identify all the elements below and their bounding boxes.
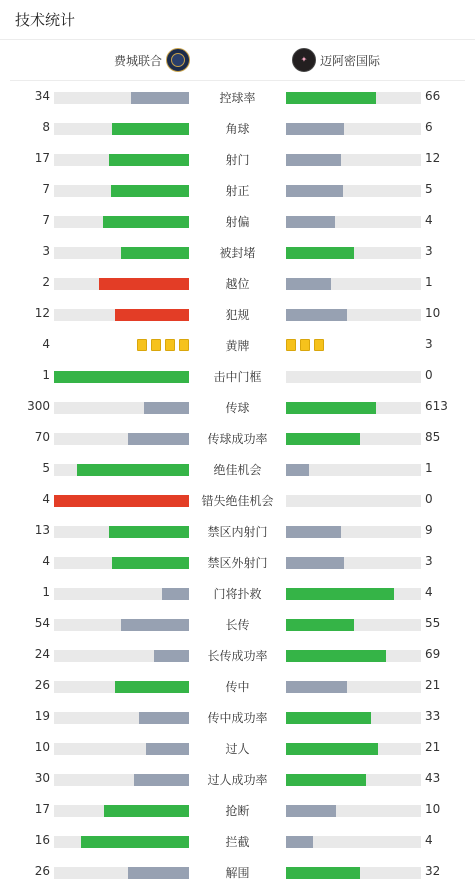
away-value: 4: [425, 833, 433, 847]
stat-label: 传中成功率: [207, 711, 268, 725]
home-yellow-cards: [137, 339, 189, 353]
away-bar-fill: [286, 526, 341, 538]
stat-label: 击中门框: [213, 370, 262, 384]
away-bar-fill: [286, 216, 335, 228]
away-value: 1: [425, 275, 433, 289]
home-bar-fill: [111, 185, 189, 197]
home-value: 8: [42, 120, 50, 134]
home-bar-track: [54, 588, 189, 600]
away-value: 55: [425, 616, 441, 630]
stat-label: 传球成功率: [207, 432, 268, 446]
away-value: 0: [425, 492, 433, 506]
away-value: 10: [425, 802, 441, 816]
away-bar-track: [286, 123, 421, 135]
stat-row: [0, 701, 475, 732]
home-bar-track: [54, 92, 189, 104]
away-value: 3: [425, 554, 433, 568]
home-bar-fill: [99, 278, 189, 290]
away-bar-fill: [286, 805, 336, 817]
stat-label: 射偏: [225, 215, 250, 229]
teams-row: [10, 40, 465, 81]
home-bar-fill: [139, 712, 189, 724]
home-value: 34: [34, 89, 50, 103]
stat-row: [0, 608, 475, 639]
home-value: 17: [34, 802, 50, 816]
away-value: 1: [425, 461, 433, 475]
stat-label: 抢断: [225, 804, 250, 818]
home-bar-track: [54, 433, 189, 445]
home-bar-fill: [134, 774, 189, 786]
away-team[interactable]: [292, 48, 380, 72]
away-value: 43: [425, 771, 441, 785]
home-bar-fill: [128, 433, 189, 445]
away-value: 33: [425, 709, 441, 723]
stat-row: [0, 825, 475, 856]
stat-row: [0, 670, 475, 701]
home-value: 17: [34, 151, 50, 165]
away-value: 4: [425, 213, 433, 227]
home-team-name: 费城联合: [113, 53, 162, 68]
stat-label: 黄牌: [225, 339, 250, 353]
home-value: 10: [34, 740, 50, 754]
home-bar-track: [54, 619, 189, 631]
stat-row: [0, 174, 475, 205]
stat-label: 禁区内射门: [207, 525, 268, 539]
stat-row: [0, 484, 475, 515]
home-bar-fill: [54, 495, 189, 507]
stat-label: 被封堵: [219, 246, 256, 260]
home-value: 7: [42, 213, 50, 227]
away-value: 9: [425, 523, 433, 537]
yellow-card-icon: [137, 339, 147, 351]
away-bar-fill: [286, 774, 366, 786]
home-bar-track: [54, 526, 189, 538]
home-bar-fill: [162, 588, 189, 600]
stat-row: [0, 205, 475, 236]
away-bar-track: [286, 712, 421, 724]
home-bar-track: [54, 371, 189, 383]
home-value: 24: [34, 647, 50, 661]
home-bar-track: [54, 464, 189, 476]
stat-row: [0, 732, 475, 763]
away-value: 66: [425, 89, 441, 103]
stat-row: [0, 515, 475, 546]
away-bar-fill: [286, 743, 378, 755]
home-bar-track: [54, 185, 189, 197]
away-bar-track: [286, 526, 421, 538]
home-value: 26: [34, 864, 50, 878]
stat-label: 射正: [225, 184, 250, 198]
away-bar-fill: [286, 681, 347, 693]
stat-row: [0, 267, 475, 298]
away-value: 32: [425, 864, 441, 878]
stat-label: 控球率: [219, 91, 256, 105]
away-value: 85: [425, 430, 441, 444]
home-bar-fill: [81, 836, 189, 848]
away-bar-fill: [286, 402, 376, 414]
away-bar-track: [286, 278, 421, 290]
away-value: 3: [425, 337, 433, 351]
home-value: 26: [34, 678, 50, 692]
stat-label: 角球: [225, 122, 250, 136]
away-bar-track: [286, 867, 421, 879]
home-value: 300: [27, 399, 50, 413]
home-bar-track: [54, 712, 189, 724]
home-value: 70: [34, 430, 50, 444]
away-bar-fill: [286, 867, 360, 879]
away-bar-fill: [286, 123, 344, 135]
away-bar-track: [286, 650, 421, 662]
away-bar-fill: [286, 464, 309, 476]
home-bar-fill: [131, 92, 189, 104]
home-value: 30: [34, 771, 50, 785]
yellow-card-icon: [151, 339, 161, 351]
home-value: 4: [42, 492, 50, 506]
home-value: 16: [34, 833, 50, 847]
home-bar-track: [54, 154, 189, 166]
away-bar-fill: [286, 619, 354, 631]
away-bar-fill: [286, 650, 386, 662]
away-bar-fill: [286, 278, 331, 290]
stat-label: 绝佳机会: [213, 463, 262, 477]
away-bar-fill: [286, 309, 347, 321]
home-bar-track: [54, 495, 189, 507]
home-value: 4: [42, 337, 50, 351]
home-bar-fill: [77, 464, 189, 476]
stat-row: [0, 143, 475, 174]
home-bar-track: [54, 402, 189, 414]
yellow-card-icon: [314, 339, 324, 351]
away-bar-track: [286, 495, 421, 507]
away-bar-track: [286, 681, 421, 693]
yellow-card-icon: [165, 339, 175, 351]
away-bar-track: [286, 247, 421, 259]
away-team-crest-icon: ✦: [292, 48, 316, 72]
stat-row: [0, 422, 475, 453]
stat-label: 门将扑救: [213, 587, 262, 601]
away-bar-fill: [286, 154, 341, 166]
away-bar-track: [286, 588, 421, 600]
away-value: 21: [425, 740, 441, 754]
stat-label: 长传: [225, 618, 250, 632]
home-team[interactable]: [114, 48, 190, 72]
away-value: 21: [425, 678, 441, 692]
home-value: 7: [42, 182, 50, 196]
stat-row: [0, 453, 475, 484]
away-yellow-cards: [286, 339, 324, 353]
stat-label: 过人: [225, 742, 250, 756]
page-title: 技术统计: [15, 11, 76, 29]
stat-label: 拦截: [225, 835, 250, 849]
yellow-card-icon: [286, 339, 296, 351]
away-team-name: 迈阿密国际: [320, 53, 381, 68]
home-bar-fill: [121, 247, 189, 259]
home-value: 1: [42, 585, 50, 599]
home-bar-fill: [115, 309, 189, 321]
stat-row: [0, 794, 475, 825]
home-bar-fill: [128, 867, 189, 879]
home-bar-fill: [54, 371, 189, 383]
home-value: 2: [42, 275, 50, 289]
away-bar-fill: [286, 92, 376, 104]
away-bar-track: [286, 309, 421, 321]
stat-label: 传中: [225, 680, 250, 694]
stats-list: [0, 81, 475, 887]
stat-label: 越位: [225, 277, 250, 291]
away-bar-track: [286, 371, 421, 383]
stat-row: [0, 391, 475, 422]
home-bar-track: [54, 309, 189, 321]
home-value: 3: [42, 244, 50, 258]
away-bar-track: [286, 805, 421, 817]
home-bar-fill: [103, 216, 189, 228]
stat-row: [0, 546, 475, 577]
page-header: [0, 0, 475, 40]
home-bar-track: [54, 123, 189, 135]
yellow-card-icon: [300, 339, 310, 351]
away-bar-fill: [286, 588, 394, 600]
stat-label: 犯规: [225, 308, 250, 322]
away-bar-track: [286, 154, 421, 166]
home-bar-track: [54, 247, 189, 259]
away-bar-track: [286, 185, 421, 197]
home-value: 1: [42, 368, 50, 382]
away-value: 10: [425, 306, 441, 320]
home-bar-fill: [115, 681, 189, 693]
stat-label: 解围: [225, 866, 250, 880]
away-value: 12: [425, 151, 441, 165]
home-value: 5: [42, 461, 50, 475]
away-bar-track: [286, 619, 421, 631]
home-bar-fill: [104, 805, 189, 817]
yellow-card-icon: [179, 339, 189, 351]
away-value: 4: [425, 585, 433, 599]
home-bar-track: [54, 557, 189, 569]
stat-row: [0, 298, 475, 329]
home-value: 19: [34, 709, 50, 723]
away-bar-track: [286, 836, 421, 848]
home-bar-fill: [121, 619, 189, 631]
stat-label: 错失绝佳机会: [201, 494, 274, 508]
away-bar-fill: [286, 712, 371, 724]
home-bar-track: [54, 774, 189, 786]
away-bar-track: [286, 743, 421, 755]
home-bar-fill: [109, 526, 189, 538]
away-value: 613: [425, 399, 448, 413]
away-value: 0: [425, 368, 433, 382]
stat-row: [0, 329, 475, 360]
home-value: 13: [34, 523, 50, 537]
home-bar-track: [54, 278, 189, 290]
stat-label: 禁区外射门: [207, 556, 268, 570]
away-bar-track: [286, 464, 421, 476]
home-bar-track: [54, 805, 189, 817]
stat-row: [0, 639, 475, 670]
stat-label: 长传成功率: [207, 649, 268, 663]
stat-row: [0, 81, 475, 112]
away-value: 69: [425, 647, 441, 661]
stat-row: [0, 360, 475, 391]
home-value: 54: [34, 616, 50, 630]
away-value: 6: [425, 120, 433, 134]
home-bar-fill: [112, 557, 189, 569]
away-bar-track: [286, 92, 421, 104]
stat-label: 传球: [225, 401, 250, 415]
home-bar-track: [54, 867, 189, 879]
away-bar-fill: [286, 557, 344, 569]
away-bar-track: [286, 216, 421, 228]
home-bar-track: [54, 681, 189, 693]
away-bar-fill: [286, 247, 354, 259]
home-bar-track: [54, 836, 189, 848]
home-bar-track: [54, 216, 189, 228]
home-bar-fill: [109, 154, 189, 166]
home-bar-fill: [146, 743, 189, 755]
home-bar-track: [54, 743, 189, 755]
home-bar-fill: [112, 123, 189, 135]
home-value: 4: [42, 554, 50, 568]
stat-row: [0, 236, 475, 267]
home-value: 12: [34, 306, 50, 320]
stat-row: [0, 577, 475, 608]
stat-row: [0, 112, 475, 143]
away-bar-fill: [286, 185, 343, 197]
away-bar-track: [286, 433, 421, 445]
stat-row: [0, 763, 475, 794]
away-bar-fill: [286, 433, 360, 445]
home-bar-fill: [144, 402, 189, 414]
away-bar-track: [286, 402, 421, 414]
away-bar-track: [286, 557, 421, 569]
home-bar-track: [54, 650, 189, 662]
home-bar-fill: [154, 650, 189, 662]
home-team-crest-icon: [166, 48, 190, 72]
stat-row: [0, 856, 475, 887]
away-bar-track: [286, 774, 421, 786]
away-bar-fill: [286, 836, 313, 848]
away-value: 5: [425, 182, 433, 196]
stat-label: 射门: [225, 153, 250, 167]
away-value: 3: [425, 244, 433, 258]
stat-label: 过人成功率: [207, 773, 268, 787]
